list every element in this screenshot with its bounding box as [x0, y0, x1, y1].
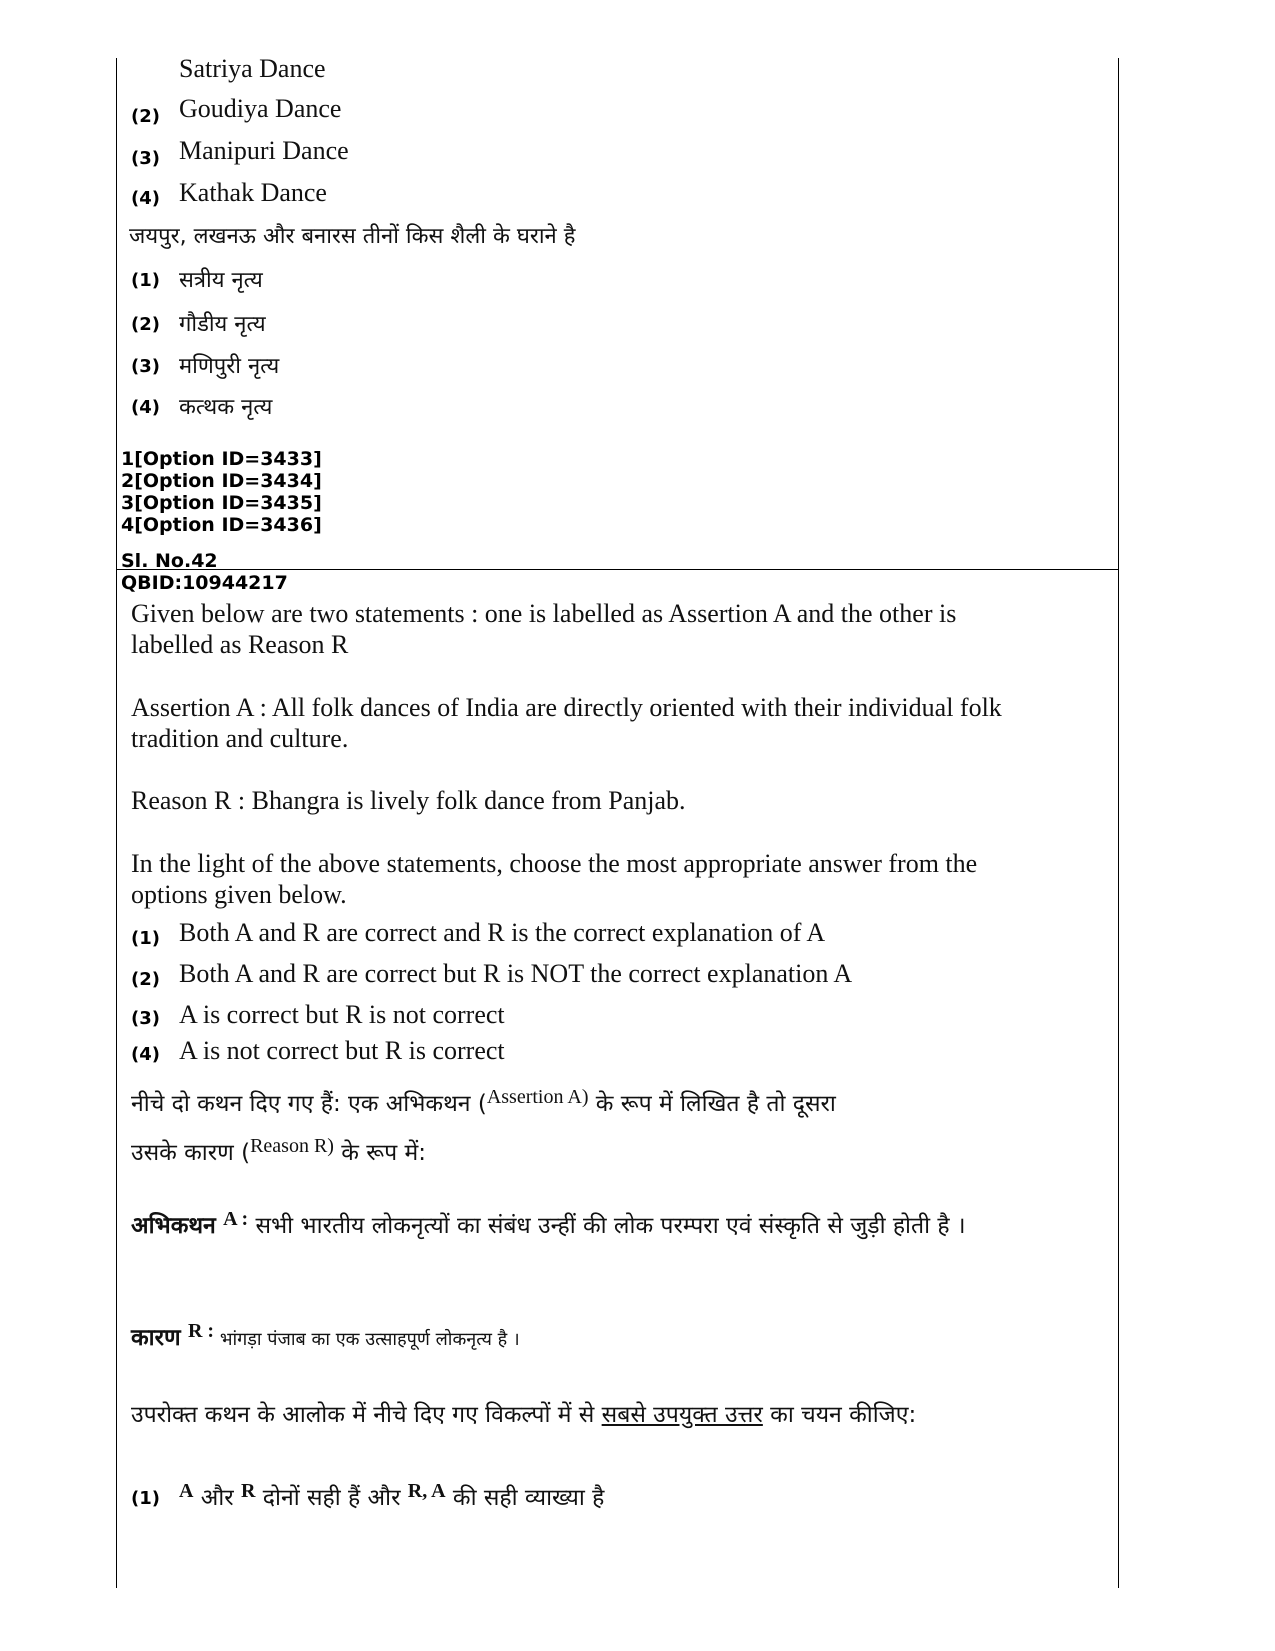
q42-intro-en: Given below are two statements : one is labelled as Assertion A and the other is labelled as Reason R: [131, 599, 957, 659]
option-text: Manipuri Dance: [179, 136, 349, 165]
q42-option-hi-1: [117, 1478, 1097, 1518]
letter-r: R: [241, 1480, 256, 1502]
option-number: (3): [131, 356, 160, 377]
option-text: Both A and R are correct and R is the correct explanation of A: [179, 918, 826, 947]
option-number: (4): [131, 397, 160, 418]
q42-option-en-2: [117, 961, 1097, 997]
q41-option-en-2: [117, 94, 1097, 134]
option-number: (3): [131, 1008, 160, 1029]
q42-assertion-en: Assertion A : All folk dances of India are directly oriented with their individual folk tradition and culture.: [131, 693, 1002, 753]
question-divider: [117, 569, 1118, 570]
intro-hi-part4: के रूप में:: [333, 1140, 427, 1166]
q42-assertion-hi: [131, 1198, 1031, 1247]
q41-option-hi-2: [117, 308, 1097, 344]
option-id-3: 3[Option ID=3435]: [121, 492, 322, 514]
q42-option-en-1: [117, 920, 1097, 956]
option-id-2: 2[Option ID=3434]: [121, 470, 322, 492]
option-number: (2): [131, 106, 160, 127]
option-text: [179, 1480, 604, 1512]
option-text: Kathak Dance: [179, 178, 327, 207]
q42-option-en-3: [117, 1002, 1097, 1038]
reason-label-en: Reason R): [250, 1135, 334, 1157]
option-number: (1): [131, 928, 160, 949]
option-id-4: 4[Option ID=3436]: [121, 514, 322, 536]
q41-option-hi-1: [117, 264, 1097, 300]
question-frame: [116, 54, 1119, 1588]
q41-option-en-4: [117, 178, 1097, 218]
option-number: (4): [131, 1044, 160, 1065]
option-text: A is correct but R is not correct: [179, 1000, 505, 1029]
q41-question-hi: जयपुर, लखनऊ और बनारस तीनों किस शैली के घराने है: [129, 224, 576, 249]
intro-hi-part3: उसके कारण (: [131, 1140, 251, 1166]
option-number: (3): [131, 148, 160, 169]
option-number: (1): [131, 1488, 160, 1509]
option-text: Satriya Dance: [179, 54, 326, 83]
text-part2: दोनों सही हैं और: [255, 1485, 408, 1511]
q41-option-hi-3: [117, 350, 1097, 386]
q42-intro-hi: [131, 1076, 1031, 1174]
option-text: A is not correct but R is correct: [179, 1036, 505, 1065]
serial-number: Sl. No.42: [121, 550, 218, 572]
option-text: गौडीय नृत्य: [179, 312, 266, 337]
reason-hi-label: कारण: [131, 1325, 181, 1351]
assertion-hi-text: सभी भारतीय लोकनृत्यों का संबंध उन्हीं की लोक परम्परा एवं संस्कृति से जुड़ी होती है ।: [248, 1213, 966, 1239]
text-part3: की सही व्याख्या है: [445, 1485, 605, 1511]
reason-hi-letter: R :: [187, 1320, 215, 1342]
option-text: सत्रीय नृत्य: [179, 268, 263, 293]
assertion-hi-label: अभिकथन: [131, 1213, 216, 1239]
assertion-hi-letter: A :: [223, 1208, 249, 1230]
q42-reason-en: Reason R : Bhangra is lively folk dance from Panjab.: [131, 786, 686, 815]
intro-hi-part1: नीचे दो कथन दिए गए हैं: एक अभिकथन (: [131, 1091, 487, 1117]
qbid: QBID:10944217: [121, 572, 288, 594]
option-text: कत्थक नृत्य: [179, 395, 273, 420]
q42-option-en-4: [117, 1038, 1097, 1074]
option-text: मणिपुरी नृत्य: [179, 354, 280, 379]
option-id-1: 1[Option ID=3433]: [121, 448, 322, 470]
option-number: (1): [131, 270, 160, 291]
q41-option-hi-4: [117, 391, 1097, 427]
option-number: (2): [131, 314, 160, 335]
option-number: (4): [131, 188, 160, 209]
q42-reason-hi: [131, 1310, 1031, 1361]
q41-option-en-3: [117, 136, 1097, 176]
text-part1: और: [193, 1485, 242, 1511]
instruction-hi-part1: उपरोक्त कथन के आलोक में नीचे दिए गए विकल्पों में से: [131, 1402, 602, 1428]
instruction-hi-part2: का चयन कीजिए:: [762, 1402, 917, 1428]
q41-option-en-1: [117, 54, 1097, 94]
reason-hi-text: भांगड़ा पंजाब का एक उत्साहपूर्ण लोकनृत्य है ।: [214, 1329, 520, 1350]
option-text: Both A and R are correct but R is NOT the correct explanation A: [179, 959, 853, 988]
instruction-hi-underlined: सबसे उपयुक्त उत्तर: [601, 1402, 763, 1428]
assertion-label-en: Assertion A): [486, 1086, 589, 1108]
option-text: Goudiya Dance: [179, 94, 342, 123]
q42-instruction-en: In the light of the above statements, choose the most appropriate answer from the options given below.: [131, 849, 978, 909]
intro-hi-part2: के रूप में लिखित है तो दूसरा: [588, 1091, 836, 1117]
letters-ra: R, A: [407, 1480, 446, 1502]
option-number: (2): [131, 969, 160, 990]
letter-a: A: [179, 1480, 194, 1502]
q42-instruction-hi: [131, 1394, 1031, 1436]
